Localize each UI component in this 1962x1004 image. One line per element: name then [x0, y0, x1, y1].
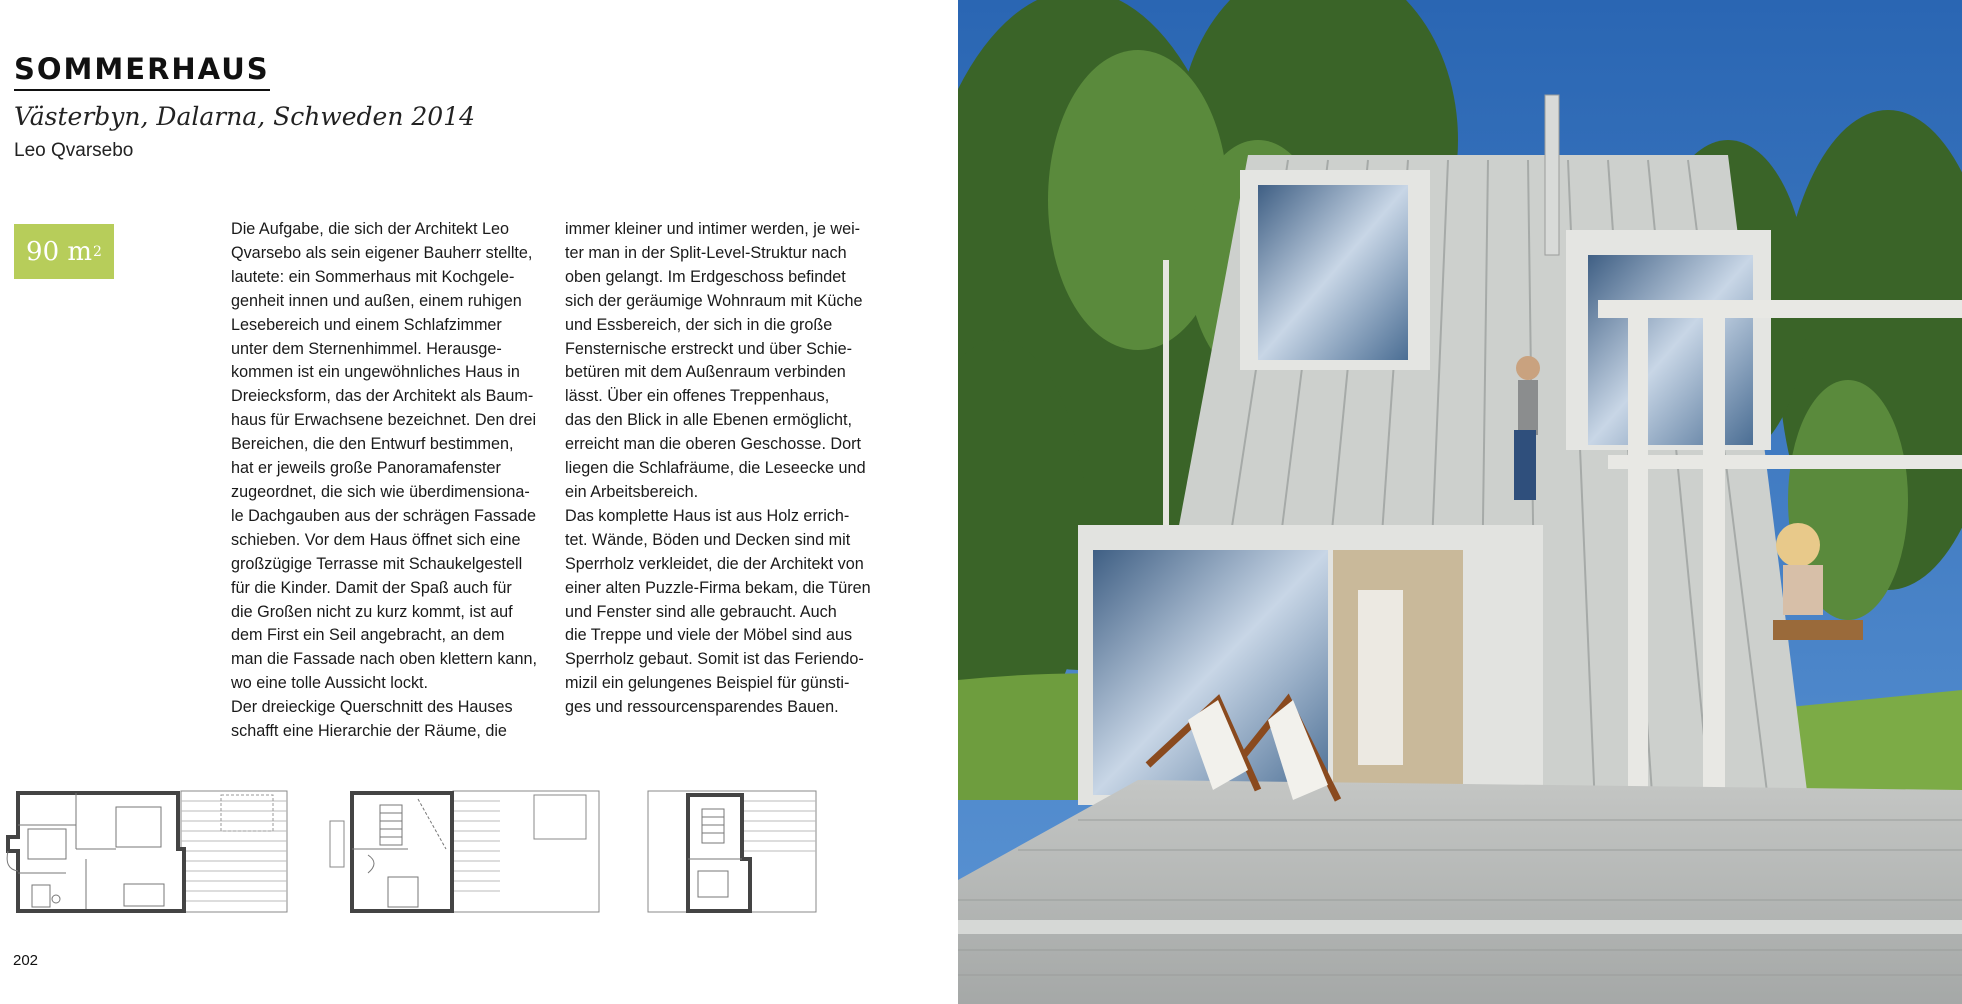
page-number: 202 [13, 952, 39, 969]
text-line: oben gelangt. Im Erdgeschoss befindet [565, 267, 846, 286]
text-line: immer kleiner und intimer werden, je wei- [565, 220, 861, 238]
text-line: kommen ist ein ungewöhnliches Haus in [231, 363, 520, 382]
text-line: man die Fassade nach oben klettern kann, [231, 650, 537, 669]
architect-name: Leo Qvarsebo [14, 140, 134, 161]
page-title: SOMMERHAUS [14, 52, 270, 91]
text-line: großzügige Terrasse mit Schaukelgestell [231, 554, 523, 573]
text-line: lässt. Über ein offenes Treppenhaus, [565, 387, 830, 406]
text-line: und Essbereich, der sich in die große [565, 315, 833, 334]
house-photo [958, 0, 1962, 1004]
text-line: Der dreieckige Querschnitt des Hauses [231, 698, 513, 717]
text-line: für die Kinder. Damit der Spaß auch für [231, 578, 512, 597]
text-line: Qvarsebo als sein eigener Bauherr stellte, [231, 243, 533, 262]
area-badge [14, 224, 114, 279]
text-line: und Fenster sind alle gebraucht. Auch [565, 602, 837, 621]
text-line: mizil ein gelungenes Beispiel für günsti- [565, 674, 850, 693]
text-line: Das komplette Haus ist aus Holz errich- [565, 506, 850, 525]
text-line: sich der geräumige Wohnraum mit Küche [565, 291, 863, 310]
text-line: wo eine tolle Aussicht lockt. [231, 674, 429, 693]
text-line: tet. Wände, Böden und Decken sind mit [565, 530, 851, 549]
text-line: ter man in der Split-Level-Struktur nach [565, 243, 847, 262]
text-line: unter dem Sternenhimmel. Herausge- [231, 339, 502, 358]
area-value: 90 m [26, 236, 93, 267]
area-unit-exponent: 2 [93, 243, 102, 260]
left-page [0, 0, 958, 1004]
text-line: Sperrholz gebaut. Somit ist das Feriendo- [565, 650, 864, 669]
text-line: hat er jeweils große Panoramafenster [231, 459, 501, 478]
text-line: die Großen nicht zu kurz kommt, ist auf [231, 602, 513, 621]
text-line: Die Aufgabe, die sich der Architekt Leo [231, 220, 510, 238]
text-line: das den Blick in alle Ebenen ermöglicht, [565, 411, 853, 430]
project-location: Västerbyn, Dalarna, Schweden 2014 [14, 102, 475, 131]
text-line: liegen die Schlafräume, die Leseecke und [565, 459, 866, 478]
text-line: zugeordnet, die sich wie überdimensiona- [231, 482, 530, 501]
text-line: schafft eine Hierarchie der Räume, die [231, 722, 507, 741]
text-line: die Treppe und viele der Möbel sind aus [565, 626, 853, 645]
floor-plan-ground [6, 789, 288, 913]
text-line: dem First ein Seil angebracht, an dem [231, 626, 505, 645]
text-line: ein Arbeitsbereich. [565, 482, 699, 501]
body-text-column-1 [231, 218, 537, 744]
floor-plan-upper [328, 789, 600, 913]
text-line: schieben. Vor dem Haus öffnet sich eine [231, 530, 521, 549]
text-line: Bereichen, die den Entwurf bestimmen, [231, 435, 514, 454]
text-line: betüren mit dem Außenraum verbinden [565, 363, 846, 382]
text-line: Fensternische erstreckt und über Schie- [565, 339, 853, 358]
text-line: haus für Erwachsene bezeichnet. Den drei [231, 411, 537, 430]
text-line: erreicht man die oberen Geschosse. Dort [565, 435, 862, 454]
text-line: genheit innen und außen, einem ruhigen [231, 291, 522, 310]
text-line: ges und ressourcensparendes Bauen. [565, 698, 839, 717]
text-line: Lesebereich und einem Schlafzimmer [231, 315, 502, 334]
text-line: Dreiecksform, das der Architekt als Baum- [231, 387, 534, 406]
body-text-column-2 [565, 218, 871, 720]
text-line: Sperrholz verkleidet, die der Architekt von [565, 554, 864, 573]
floor-plan-top [646, 789, 818, 913]
text-line: einer alten Puzzle-Firma bekam, die Türen [565, 578, 871, 597]
text-line: lautete: ein Sommerhaus mit Kochgele- [231, 267, 515, 286]
text-line: le Dachgauben aus der schrägen Fassade [231, 506, 537, 525]
